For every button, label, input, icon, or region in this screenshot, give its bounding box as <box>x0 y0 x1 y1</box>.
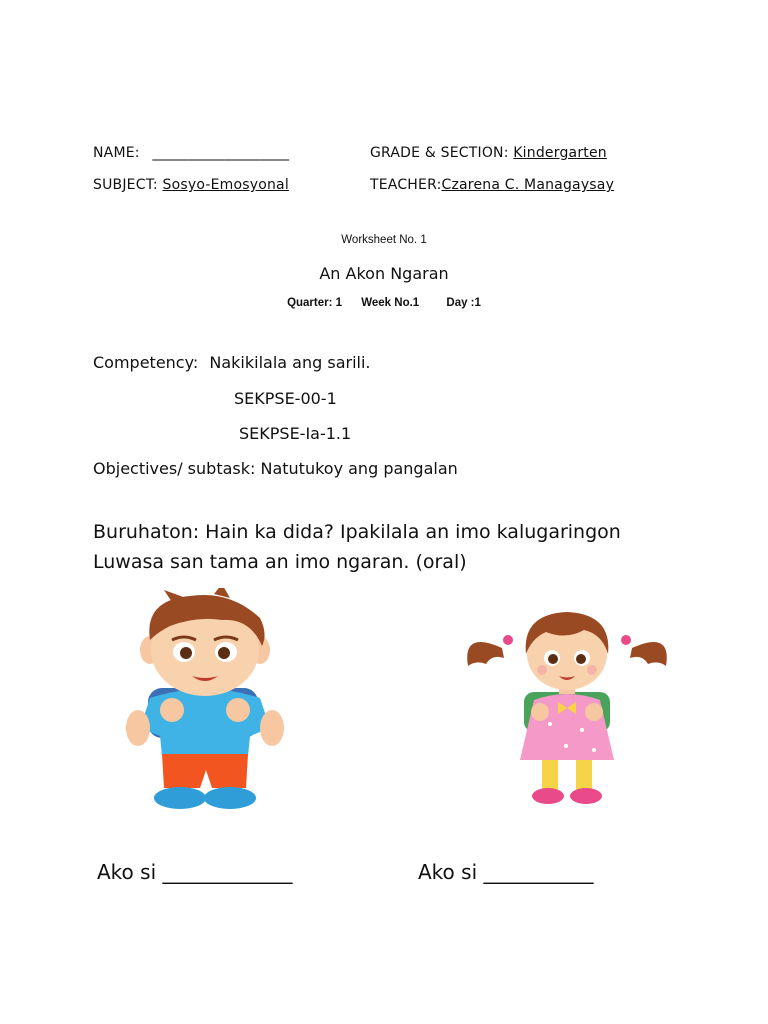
competency-line <box>93 353 371 372</box>
boy-answer-line: Ako si _____________ <box>97 860 293 884</box>
teacher-label: TEACHER: <box>370 177 442 193</box>
task-line-2: Luwasa san tama an imo ngaran. (oral) <box>93 551 467 573</box>
girl-answer-line: Ako si ___________ <box>418 860 594 884</box>
day: Day :1 <box>446 297 481 309</box>
objectives-label: Objectives/ subtask: <box>93 459 256 478</box>
boy-illustration-icon <box>110 588 300 816</box>
competency-label: Competency: <box>93 353 199 372</box>
objectives-line <box>93 459 458 478</box>
subject-label: SUBJECT: <box>93 177 158 193</box>
competency-text: Nakikilala ang sarili. <box>209 353 371 372</box>
girl-illustration-icon <box>462 600 672 812</box>
week: Week No.1 <box>361 297 420 309</box>
worksheet-number: Worksheet No. 1 <box>341 234 427 246</box>
name-blank: ___________________ <box>152 145 290 161</box>
subject-field <box>93 177 289 193</box>
schedule-line <box>0 297 768 309</box>
competency-code-2: SEKPSE-Ia-1.1 <box>239 424 352 443</box>
objectives-text: Natutukoy ang pangalan <box>260 459 458 478</box>
teacher-field <box>370 177 614 193</box>
task-line-1: Buruhaton: Hain ka dida? Ipakilala an imo kalugaringon <box>93 521 621 543</box>
teacher-value: Czarena C. Managaysay <box>441 177 615 193</box>
grade-value: Kindergarten <box>513 145 607 161</box>
quarter: Quarter: 1 <box>287 297 343 309</box>
competency-code-1: SEKPSE-00-1 <box>234 389 337 408</box>
worksheet-title: An Akon Ngaran <box>319 264 449 283</box>
name-label: NAME: <box>93 145 140 161</box>
subject-value: Sosyo-Emosyonal <box>162 177 289 193</box>
name-field <box>93 145 289 161</box>
grade-label: GRADE & SECTION: <box>370 145 509 161</box>
grade-section-field <box>370 145 607 161</box>
